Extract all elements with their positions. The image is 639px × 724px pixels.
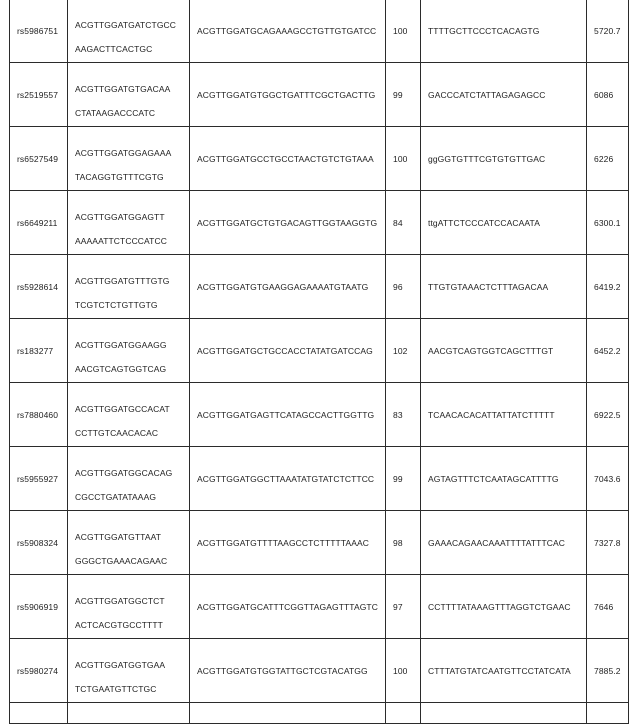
pcr-primer-1-line-1: ACGTTGGATGCCACAT bbox=[75, 404, 170, 414]
number: 99 bbox=[393, 474, 403, 484]
pcr-primer-1-line-2: TCGTCTCTGTTGTG bbox=[75, 300, 158, 310]
pcr-primer-2: ACGTTGGATGCCTGCCTAACTGTCTGTAAA bbox=[197, 154, 374, 164]
extension-primer-cell bbox=[421, 639, 587, 703]
value: 7327.8 bbox=[594, 538, 621, 548]
extension-primer: ggGGTGTTTCGTGTGTTGAC bbox=[428, 154, 546, 164]
number-cell bbox=[386, 447, 421, 511]
value-cell bbox=[587, 319, 629, 383]
pcr-primer-1-line-2: AAGACTTCACTGC bbox=[75, 44, 153, 54]
pcr-primer-1-line-2: CTATAAGACCCATC bbox=[75, 108, 156, 118]
number: 96 bbox=[393, 282, 403, 292]
snp-id: rs2519557 bbox=[17, 90, 59, 100]
snp-id-cell bbox=[10, 575, 68, 639]
snp-id-cell bbox=[10, 319, 68, 383]
pcr-primer-2: ACGTTGGATGCTGCCACCTATATGATCCAG bbox=[197, 346, 373, 356]
extension-primer-cell bbox=[421, 63, 587, 127]
table-row-partial bbox=[10, 703, 629, 724]
pcr-primer-2-cell bbox=[190, 639, 386, 703]
value: 6226 bbox=[594, 154, 614, 164]
number-cell bbox=[386, 639, 421, 703]
snp-id: rs5955927 bbox=[17, 474, 59, 484]
snp-id-cell bbox=[10, 447, 68, 511]
extension-primer: ttgATTCTCCCATCCACAATA bbox=[428, 218, 540, 228]
pcr-primer-1-line-1: ACGTTGGATGTTTGTG bbox=[75, 276, 170, 286]
value-cell bbox=[587, 639, 629, 703]
pcr-primer-1-line-2: TACAGGTGTTTCGTG bbox=[75, 172, 164, 182]
pcr-primer-1-cell bbox=[68, 639, 190, 703]
pcr-primer-1 bbox=[68, 0, 189, 61]
table-row bbox=[10, 319, 629, 383]
table-row bbox=[10, 575, 629, 639]
pcr-primer-2-cell bbox=[190, 319, 386, 383]
snp-id: rs5986751 bbox=[17, 26, 59, 36]
pcr-primer-1-line-2: CGCCTGATATAAAG bbox=[75, 492, 157, 502]
pcr-primer-2: ACGTTGGATGCTGTGACAGTTGGTAAGGTG bbox=[197, 218, 378, 228]
value-cell bbox=[587, 63, 629, 127]
number-cell bbox=[386, 319, 421, 383]
snp-id: rs5908324 bbox=[17, 538, 59, 548]
snp-primer-table bbox=[9, 0, 629, 724]
extension-primer: GAAACAGAACAAATTTTATTTCAC bbox=[428, 538, 565, 548]
extension-primer-cell bbox=[421, 575, 587, 639]
number-cell bbox=[386, 383, 421, 447]
extension-primer: GACCCATCTATTAGAGAGCC bbox=[428, 90, 546, 100]
snp-id: rs183277 bbox=[17, 346, 54, 356]
number-cell bbox=[386, 575, 421, 639]
pcr-primer-1 bbox=[68, 319, 189, 381]
number: 98 bbox=[393, 538, 403, 548]
snp-id-cell bbox=[10, 63, 68, 127]
value-cell bbox=[587, 383, 629, 447]
number-cell bbox=[386, 0, 421, 63]
pcr-primer-2: ACGTTGGATGGCTTAAATATGTATCTCTTCC bbox=[197, 474, 375, 484]
value-cell bbox=[587, 703, 629, 724]
extension-primer-cell bbox=[421, 703, 587, 724]
extension-primer: CCTTTTATAAAGTTTAGGTCTGAAC bbox=[428, 602, 571, 612]
extension-primer: TTGTGTAAACTCTTTAGACAA bbox=[428, 282, 549, 292]
number: 100 bbox=[393, 26, 408, 36]
table-row bbox=[10, 63, 629, 127]
pcr-primer-1-line-1: ACGTTGGATGTGACAA bbox=[75, 84, 171, 94]
number-cell bbox=[386, 703, 421, 724]
extension-primer: CTTTATGTATCAATGTTCCTATCATA bbox=[428, 666, 571, 676]
pcr-primer-1-cell bbox=[68, 63, 190, 127]
value-cell bbox=[587, 127, 629, 191]
table-row bbox=[10, 447, 629, 511]
extension-primer: AGTAGTTTCTCAATAGCATTTTG bbox=[428, 474, 559, 484]
extension-primer-cell bbox=[421, 319, 587, 383]
value: 6922.5 bbox=[594, 410, 621, 420]
pcr-primer-1 bbox=[68, 63, 189, 125]
value: 5720.7 bbox=[594, 26, 621, 36]
number: 100 bbox=[393, 666, 408, 676]
snp-id-cell bbox=[10, 127, 68, 191]
table-body bbox=[10, 0, 629, 724]
pcr-primer-1-cell bbox=[68, 0, 190, 63]
pcr-primer-1-line-1: ACGTTGGATGGAGAAA bbox=[75, 148, 172, 158]
pcr-primer-1-line-2: TCTGAATGTTCTGC bbox=[75, 684, 157, 694]
snp-id: rs6527549 bbox=[17, 154, 59, 164]
table-row bbox=[10, 383, 629, 447]
pcr-primer-2-cell bbox=[190, 575, 386, 639]
number-cell bbox=[386, 191, 421, 255]
pcr-primer-2: ACGTTGGATGAGTTCATAGCCACTTGGTTG bbox=[197, 410, 375, 420]
value: 7646 bbox=[594, 602, 614, 612]
table-row bbox=[10, 511, 629, 575]
pcr-primer-2-cell bbox=[190, 511, 386, 575]
pcr-primer-1-cell bbox=[68, 447, 190, 511]
pcr-primer-1-line-1: ACGTTGGATGGTGAA bbox=[75, 660, 166, 670]
pcr-primer-1-cell bbox=[68, 319, 190, 383]
pcr-primer-1 bbox=[68, 383, 189, 445]
snp-id: rs5906919 bbox=[17, 602, 59, 612]
pcr-primer-2-cell bbox=[190, 191, 386, 255]
pcr-primer-2: ACGTTGGATGCAGAAAGCCTGTTGTGATCC bbox=[197, 26, 377, 36]
snp-id: rs7880460 bbox=[17, 410, 59, 420]
pcr-primer-1-cell bbox=[68, 191, 190, 255]
snp-id-cell bbox=[10, 0, 68, 63]
value-cell bbox=[587, 191, 629, 255]
number: 83 bbox=[393, 410, 403, 420]
pcr-primer-2-cell bbox=[190, 63, 386, 127]
extension-primer-cell bbox=[421, 383, 587, 447]
number-cell bbox=[386, 127, 421, 191]
extension-primer-cell bbox=[421, 447, 587, 511]
extension-primer-cell bbox=[421, 255, 587, 319]
pcr-primer-1 bbox=[68, 127, 189, 189]
number-cell bbox=[386, 255, 421, 319]
pcr-primer-1-cell bbox=[68, 255, 190, 319]
snp-id: rs5980274 bbox=[17, 666, 59, 676]
pcr-primer-1-line-1: ACGTTGGATGTTAAT bbox=[75, 532, 162, 542]
number-cell bbox=[386, 63, 421, 127]
snp-id: rs5928614 bbox=[17, 282, 59, 292]
snp-id-cell bbox=[10, 511, 68, 575]
extension-primer: TTTTGCTTCCCTCACAGTG bbox=[428, 26, 540, 36]
number: 97 bbox=[393, 602, 403, 612]
number: 99 bbox=[393, 90, 403, 100]
pcr-primer-2-cell bbox=[190, 255, 386, 319]
pcr-primer-1-line-1: ACGTTGGATGGCACAG bbox=[75, 468, 173, 478]
snp-id-cell bbox=[10, 639, 68, 703]
pcr-primer-2-cell bbox=[190, 0, 386, 63]
value: 6452.2 bbox=[594, 346, 621, 356]
pcr-primer-1-line-1: ACGTTGGATGGAGTT bbox=[75, 212, 165, 222]
snp-id-cell bbox=[10, 703, 68, 724]
snp-id-cell bbox=[10, 191, 68, 255]
pcr-primer-1-line-2: GGGCTGAAACAGAAC bbox=[75, 556, 168, 566]
pcr-primer-1 bbox=[68, 575, 189, 637]
extension-primer-cell bbox=[421, 127, 587, 191]
pcr-primer-1 bbox=[68, 511, 189, 573]
pcr-primer-1-line-2: AAAAATTCTCCCATCC bbox=[75, 236, 167, 246]
pcr-primer-1-cell bbox=[68, 383, 190, 447]
pcr-primer-1 bbox=[68, 639, 189, 701]
pcr-primer-1-line-1: ACGTTGGATGGCTCT bbox=[75, 596, 165, 606]
pcr-primer-1-line-1: ACGTTGGATGGAAGG bbox=[75, 340, 167, 350]
number: 100 bbox=[393, 154, 408, 164]
number: 102 bbox=[393, 346, 408, 356]
extension-primer-cell bbox=[421, 191, 587, 255]
value: 6419.2 bbox=[594, 282, 621, 292]
table-row bbox=[10, 0, 629, 63]
value-cell bbox=[587, 447, 629, 511]
pcr-primer-1-cell bbox=[68, 703, 190, 724]
value: 6300.1 bbox=[594, 218, 621, 228]
pcr-primer-2: ACGTTGGATGCATTTCGGTTAGAGTTTAGTC bbox=[197, 602, 378, 612]
pcr-primer-1 bbox=[68, 191, 189, 253]
snp-id-cell bbox=[10, 383, 68, 447]
table-row bbox=[10, 191, 629, 255]
value-cell bbox=[587, 575, 629, 639]
pcr-primer-2: ACGTTGGATGTGAAGGAGAAAATGTAATG bbox=[197, 282, 369, 292]
pcr-primer-1-cell bbox=[68, 575, 190, 639]
pcr-primer-2-cell bbox=[190, 383, 386, 447]
extension-primer-cell bbox=[421, 511, 587, 575]
table-row bbox=[10, 639, 629, 703]
value-cell bbox=[587, 0, 629, 63]
pcr-primer-2-cell bbox=[190, 447, 386, 511]
table-row bbox=[10, 127, 629, 191]
table-row bbox=[10, 255, 629, 319]
pcr-primer-1-line-2: CCTTGTCAACACAC bbox=[75, 428, 159, 438]
extension-primer: TCAACACACATTATTATCTTTTT bbox=[428, 410, 555, 420]
pcr-primer-2-cell bbox=[190, 703, 386, 724]
pcr-primer-1-line-2: ACTCACGTGCCTTTT bbox=[75, 620, 163, 630]
value: 7043.6 bbox=[594, 474, 621, 484]
pcr-primer-1-line-1: ACGTTGGATGATCTGCC bbox=[75, 20, 177, 30]
value-cell bbox=[587, 511, 629, 575]
pcr-primer-1-line-2: AACGTCAGTGGTCAG bbox=[75, 364, 167, 374]
value: 6086 bbox=[594, 90, 614, 100]
pcr-primer-1 bbox=[68, 255, 189, 317]
value: 7885.2 bbox=[594, 666, 621, 676]
pcr-primer-2-cell bbox=[190, 127, 386, 191]
number: 84 bbox=[393, 218, 403, 228]
pcr-primer-2: ACGTTGGATGTGGTATTGCTCGTACATGG bbox=[197, 666, 368, 676]
pcr-primer-1-cell bbox=[68, 511, 190, 575]
pcr-primer-1 bbox=[68, 447, 189, 509]
extension-primer-cell bbox=[421, 0, 587, 63]
pcr-primer-1-cell bbox=[68, 127, 190, 191]
pcr-primer-2: ACGTTGGATGTTTTAAGCCTCTTTTTAAAC bbox=[197, 538, 370, 548]
pcr-primer-2: ACGTTGGATGTGGCTGATTTCGCTGACTTG bbox=[197, 90, 376, 100]
number-cell bbox=[386, 511, 421, 575]
snp-id-cell bbox=[10, 255, 68, 319]
value-cell bbox=[587, 255, 629, 319]
snp-id: rs6649211 bbox=[17, 218, 58, 228]
extension-primer: AACGTCAGTGGTCAGCTTTGT bbox=[428, 346, 554, 356]
